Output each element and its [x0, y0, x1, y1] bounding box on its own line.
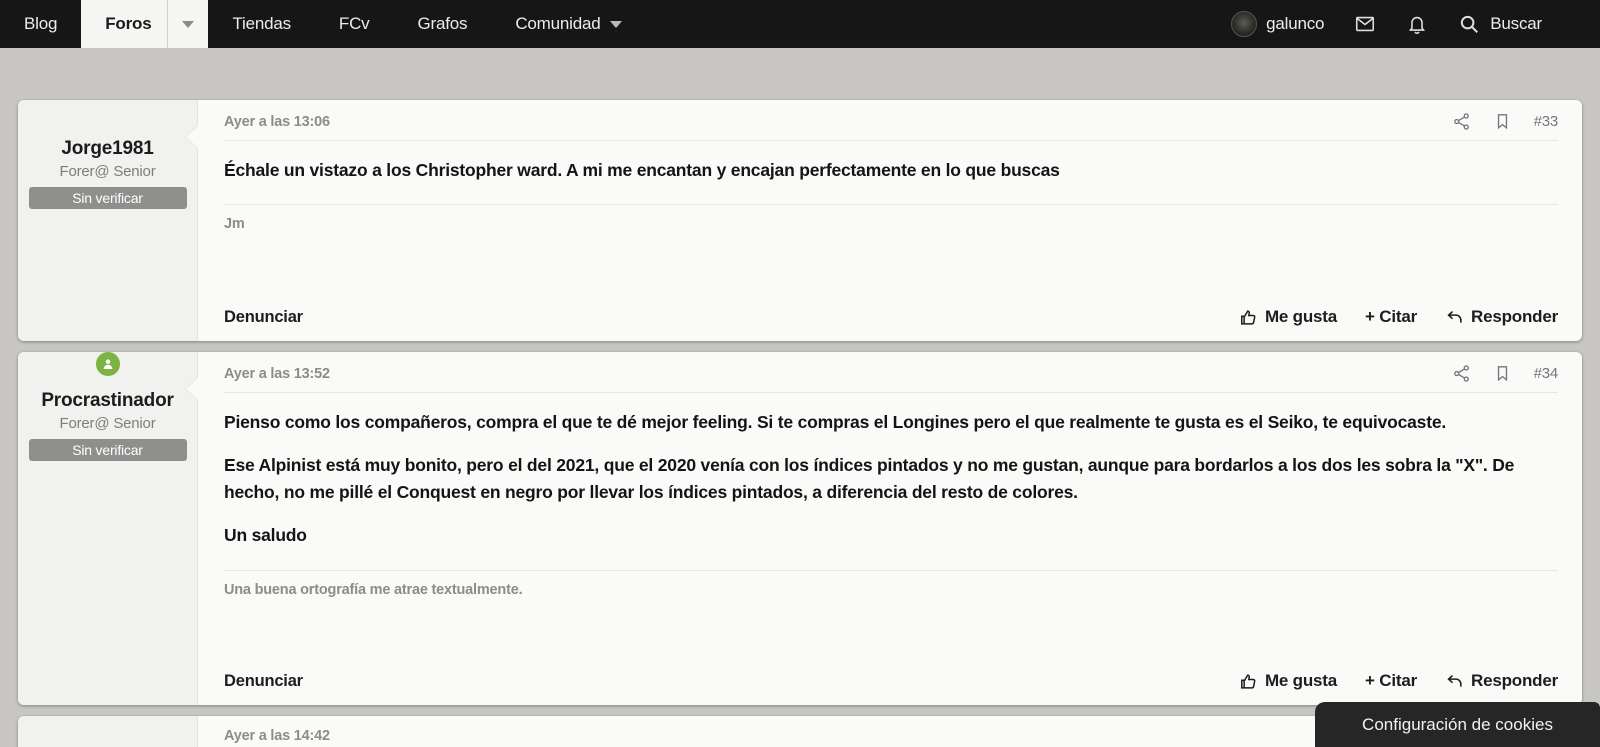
- quote-label: + Citar: [1365, 307, 1417, 326]
- author-signature: Una buena ortografía me atrae textualmente.: [224, 570, 1558, 598]
- author-name[interactable]: Jorge1981: [61, 138, 154, 159]
- forum-post-33: [18, 100, 1582, 341]
- share-icon[interactable]: [1452, 364, 1471, 383]
- report-link[interactable]: Denunciar: [224, 671, 303, 690]
- nav-item-foros[interactable]: [81, 0, 208, 48]
- nav-item-blog[interactable]: [0, 0, 81, 48]
- search-label: Buscar: [1490, 14, 1542, 33]
- author-title: Forer@ Senior: [59, 163, 156, 180]
- thread-posts: [0, 48, 1600, 747]
- thumbs-up-icon: [1239, 308, 1258, 327]
- reply-arrow-icon: [1445, 308, 1464, 327]
- nav-item-tiendas[interactable]: [208, 0, 314, 48]
- quote-button[interactable]: [1365, 307, 1417, 327]
- author-panel: [18, 716, 198, 747]
- reply-button[interactable]: [1445, 307, 1558, 327]
- forum-post-34: [18, 352, 1582, 705]
- post-content: [198, 352, 1582, 705]
- online-status-icon: [93, 352, 123, 379]
- post-number[interactable]: #33: [1533, 113, 1558, 130]
- like-label: Me gusta: [1264, 307, 1338, 326]
- post-timestamp[interactable]: Ayer a las 13:06: [224, 113, 330, 130]
- author-panel: [18, 100, 198, 341]
- username: galunco: [1266, 14, 1325, 33]
- bookmark-icon[interactable]: [1493, 112, 1512, 131]
- alerts-bell-icon[interactable]: [1406, 13, 1428, 35]
- nav-item-grafos[interactable]: [393, 0, 491, 48]
- like-label: Me gusta: [1264, 671, 1338, 690]
- post-message: [224, 157, 1558, 200]
- author-panel: [18, 352, 198, 705]
- post-number[interactable]: #34: [1533, 365, 1558, 382]
- author-name[interactable]: Procrastinador: [41, 390, 174, 411]
- messages-envelope-icon[interactable]: [1354, 13, 1376, 35]
- nav-item-label: Tiendas: [232, 14, 291, 33]
- share-icon[interactable]: [1452, 112, 1471, 131]
- post-message: [224, 409, 1558, 566]
- author-signature: Jm: [224, 204, 1558, 232]
- cookie-settings-button[interactable]: Configuración de cookies: [1315, 702, 1600, 747]
- foros-dropdown-toggle[interactable]: [167, 0, 208, 48]
- reply-label: Responder: [1471, 307, 1558, 326]
- thumbs-up-icon: [1239, 672, 1258, 691]
- reply-button[interactable]: [1445, 671, 1558, 691]
- chevron-down-icon: [610, 21, 622, 28]
- nav-item-comunidad[interactable]: [491, 0, 646, 48]
- author-title: Forer@ Senior: [59, 415, 156, 432]
- nav-item-fcv[interactable]: [315, 0, 394, 48]
- quote-button[interactable]: [1365, 671, 1417, 691]
- reply-label: Responder: [1471, 671, 1558, 690]
- post-paragraph: Ese Alpinist está muy bonito, pero el del 2021, que el 2020 venía con los índices pintados y no me gustan, aunque para bordarlos a los dos les sobra la "X". De hecho, no me pillé el Conquest en negro por llevar los índices pintados, a diferencia del resto de colores.: [224, 455, 1515, 503]
- report-link[interactable]: Denunciar: [224, 307, 303, 326]
- speech-pointer: [186, 126, 198, 148]
- top-navigation: [0, 0, 1600, 48]
- reply-arrow-icon: [1445, 672, 1464, 691]
- like-button[interactable]: [1239, 671, 1337, 691]
- nav-item-label: FCv: [338, 14, 370, 33]
- nav-item-label: Foros: [105, 14, 152, 33]
- nav-item-label: Comunidad: [515, 14, 601, 33]
- chevron-down-icon: [182, 21, 194, 28]
- bookmark-icon[interactable]: [1493, 364, 1512, 383]
- nav-item-label: Blog: [24, 14, 58, 33]
- quote-label: + Citar: [1365, 671, 1417, 690]
- user-avatar: [1231, 11, 1257, 37]
- post-timestamp[interactable]: Ayer a las 13:52: [224, 365, 330, 382]
- speech-pointer: [186, 378, 198, 400]
- post-content: [198, 100, 1582, 341]
- post-paragraph: Échale un vistazo a los Christopher ward. A mi me encantan y encajan perfectamente en lo que buscas: [224, 160, 1060, 180]
- nav-item-label: Grafos: [417, 14, 468, 33]
- verification-badge: Sin verificar: [29, 187, 187, 209]
- like-button[interactable]: [1239, 307, 1337, 327]
- post-paragraph: Un saludo: [224, 525, 307, 546]
- verification-badge: Sin verificar: [29, 439, 187, 461]
- post-timestamp[interactable]: Ayer a las 14:42: [224, 728, 330, 744]
- post-paragraph: Pienso como los compañeros, compra el que te dé mejor feeling. Si te compras el Longines pero el que realmente te gusta es el Seiko, te equivocaste.: [224, 412, 1447, 432]
- search-icon: [1458, 13, 1480, 35]
- user-menu[interactable]: [1231, 11, 1324, 37]
- search-button[interactable]: [1458, 13, 1542, 35]
